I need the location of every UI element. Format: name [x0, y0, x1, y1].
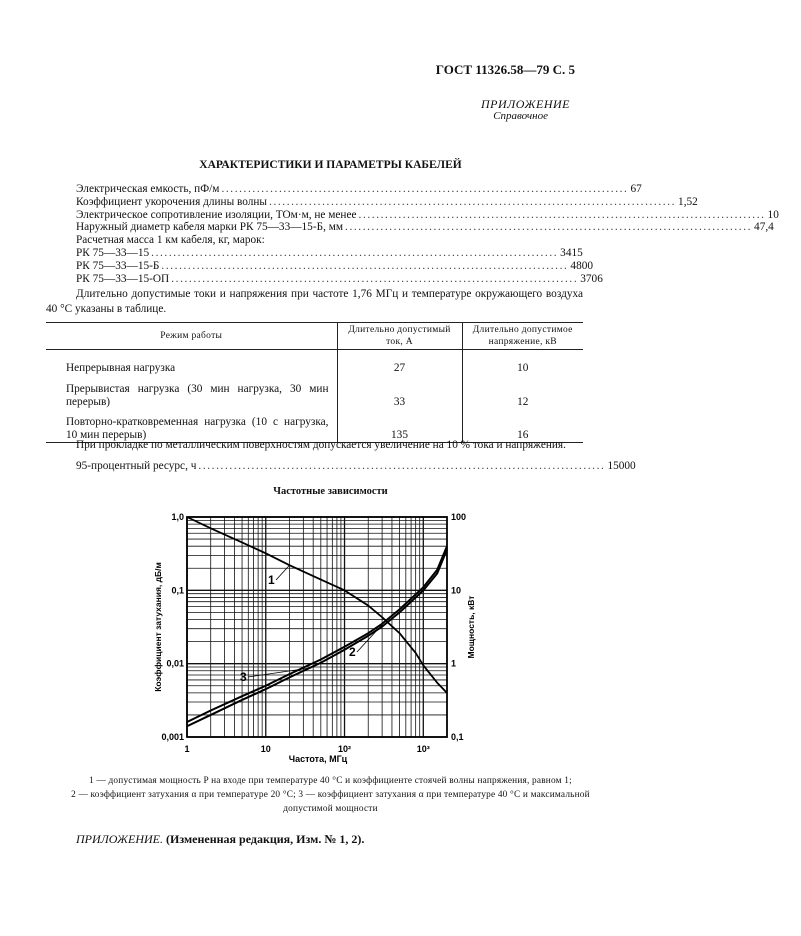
y-tick-label: 0,01	[166, 658, 184, 669]
y2-tick-label: 10	[451, 585, 462, 596]
chart-curves	[187, 517, 447, 726]
reference-label: Справочное	[493, 110, 548, 122]
param-label: Наружный диаметр кабеля марки РК 75—33—15-Б, мм	[76, 221, 344, 234]
y-tick-label: 0,1	[171, 585, 184, 596]
current-cell: 33	[337, 375, 462, 409]
param-label: РК 75—33—15-ОП	[76, 272, 170, 285]
chart-caption	[60, 774, 601, 816]
dot-leader: ............................................................................................	[345, 221, 753, 234]
param-label: Электрическое сопротивление изоляции, ТОм·м, не менее	[76, 208, 357, 221]
param-value: 67	[630, 183, 642, 195]
dot-leader: ............................................................................................	[161, 259, 569, 272]
param-value: 3415	[560, 246, 583, 259]
current-cell: 135	[337, 409, 462, 443]
appendix-label: ПРИЛОЖЕНИЕ	[481, 97, 570, 111]
param-value: 47,4	[754, 221, 774, 234]
param-value: 1,52	[678, 195, 698, 208]
series-label: 1	[268, 573, 275, 587]
resource-value: 15000	[607, 460, 636, 472]
footer-bold: (Измененная редакция, Изм. № 1, 2).	[165, 832, 365, 846]
header-voltage: Длительно допустимое напряжение, кВ	[462, 323, 583, 350]
caption-line: 1 — допустимая мощность P на входе при температуре 40 °С и коэффициенте стоячей волны напряжения, равном 1;	[89, 776, 572, 786]
header-current: Длительно допустимый ток, А	[337, 323, 462, 350]
y-axis-label: Коэффициент затухания, дБ/м	[153, 562, 163, 692]
chart-title: Частотные зависимости	[273, 486, 388, 497]
y2-tick-label: 0,1	[451, 732, 464, 742]
param-value: 4800	[570, 259, 594, 272]
caption-line: 2 — коэффициент затухания α при температуре 20 °С; 3 — коэффициент затухания α при температуре 40 °С и максимальной допустимой мощности	[71, 790, 590, 814]
resource-label: 95-процентный ресурс, ч	[76, 460, 197, 472]
mode-cell: Непрерывная нагрузка	[66, 361, 176, 374]
dot-leader: ............................................................................................	[221, 183, 629, 195]
footer-italic: ПРИЛОЖЕНИЕ.	[76, 832, 163, 846]
y-tick-label: 1,0	[171, 512, 184, 522]
dot-leader: ............................................................................................	[151, 246, 559, 259]
series-label: 3	[240, 670, 247, 684]
param-label: Коэффициент укорочения длины волны	[76, 195, 268, 208]
voltage-cell: 12	[462, 375, 583, 409]
y2-axis-label: Мощность, кВт	[466, 595, 476, 659]
param-label: Электрическая емкость, пФ/м	[76, 183, 220, 195]
y2-tick-label: 1	[451, 658, 457, 669]
note-text: При прокладке по металлическим поверхностям допускается увеличение на 10 % тока и напряжения.	[76, 439, 566, 451]
dot-leader: ............................................................................................	[198, 460, 606, 472]
x-tick-label: 10³	[416, 744, 430, 754]
dot-leader: ............................................................................................	[358, 208, 766, 221]
x-tick-label: 10²	[338, 744, 352, 754]
param-value: 3706	[580, 272, 603, 285]
header-mode: Режим работы	[160, 331, 223, 341]
y2-tick-label: 100	[451, 512, 467, 522]
mode-cell: Повторно-кратковременная нагрузка (10 с нагрузка, 10 мин перерыв)	[66, 416, 329, 441]
current-cell: 27	[337, 350, 462, 375]
footer-note	[76, 832, 364, 847]
param-label: РК 75—33—15-Б	[76, 259, 160, 272]
series-3-line	[187, 550, 447, 727]
dot-leader: ............................................................................................	[171, 272, 579, 285]
mode-cell: Прерывистая нагрузка (30 мин нагрузка, 30 мин перерыв)	[66, 382, 329, 408]
series-leader-line	[276, 565, 289, 580]
param-value: 10	[767, 208, 779, 221]
voltage-cell: 10	[462, 350, 583, 375]
y-tick-label: 0,001	[161, 732, 184, 742]
voltage-cell: 16	[462, 409, 583, 443]
param-label: РК 75—33—15	[76, 246, 150, 259]
series-label: 2	[349, 645, 356, 659]
series-2-line	[187, 546, 447, 722]
dot-leader: ............................................................................................	[269, 195, 677, 208]
section-title: ХАРАКТЕРИСТИКИ И ПАРАМЕТРЫ КАБЕЛЕЙ	[199, 159, 462, 171]
param-label: Расчетная масса 1 км кабеля, кг, марок:	[76, 234, 265, 247]
x-tick-label: 10	[260, 744, 271, 754]
x-axis-label: Частота, МГц	[288, 754, 348, 764]
intro-paragraph: Длительно допустимые токи и напряжения при частоте 1,76 МГц и температуре окружающего воздуха 40 °С указаны в таблице.	[46, 288, 583, 315]
x-tick-label: 1	[184, 744, 190, 754]
document-header: ГОСТ 11326.58—79 С. 5	[435, 62, 575, 77]
